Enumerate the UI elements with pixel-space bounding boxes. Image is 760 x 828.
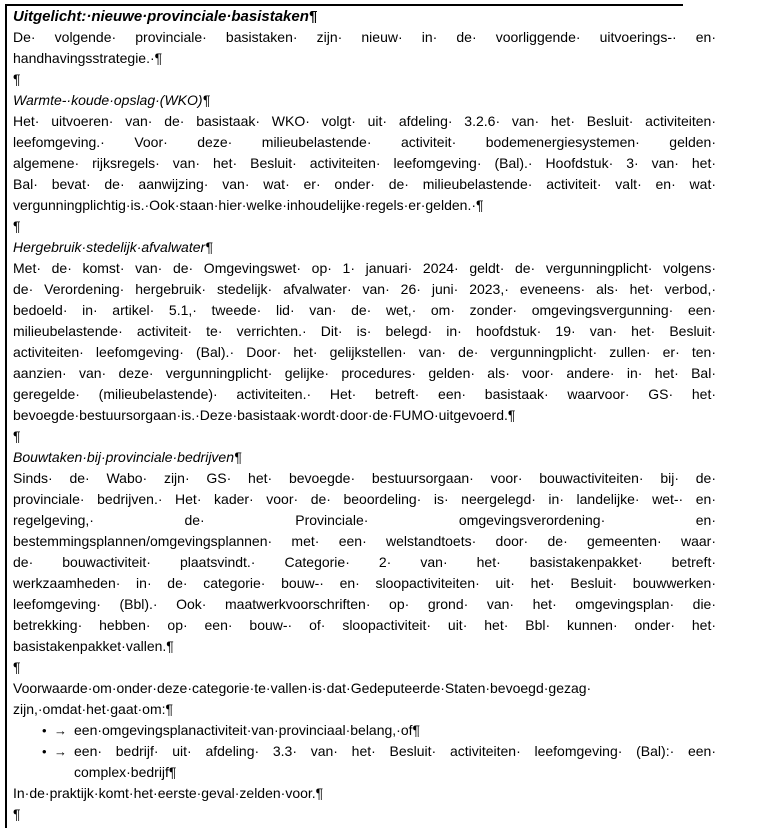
body-text-line: basistakenpakket·vallen.¶ — [13, 638, 174, 654]
body-text-line: leefomgeving· (Bbl).· Ook· maatwerkvoorschriften· op· grond· van· het· omgevingsplan· die· — [13, 596, 716, 612]
bullet-list-item — [13, 741, 716, 783]
body-text-line: Het· uitvoeren· van· de· basistaak· WKO· volgt· uit· afdeling· 3.2.6· van· het· Besluit· activiteiten· — [13, 113, 716, 129]
body-text-line: werkzaamheden· in· de· categorie· bouw-· en· sloopactiviteiten· uit· het· Besluit· bouwwerken· — [13, 575, 716, 591]
body-text-line: vergunningplichtig·is.·Ook·staan·hier·welke·inhoudelijke·regels·er·gelden.·¶ — [13, 197, 484, 213]
empty-paragraph-mark: ¶ — [13, 428, 21, 444]
bullet-text-line: een· bedrijf· uit· afdeling· 3.3· van· het· Besluit· activiteiten· leefomgeving· (Bal):· een· — [74, 743, 716, 759]
bullet-marker-icon: • — [42, 744, 47, 759]
bullet-text-line: complex·bedrijf¶ — [74, 764, 177, 780]
body-text-line: geregelde· (milieubelastende)· activiteiten.· Het· betreft· een· basistaak· waarvoor· GS· het· — [13, 386, 716, 402]
body-text-line: aanzien· van· deze· vergunningplicht· gelijke· procedures· gelden· als· voor· andere· in· het· Bal· — [13, 365, 716, 381]
bullet-text-line: een·omgevingsplanactiviteit·van·provinciaal·belang,·of¶ — [74, 722, 421, 738]
page-border-left — [5, 4, 7, 828]
empty-paragraph-mark: ¶ — [13, 218, 21, 234]
body-text-line: zijn,·omdat·het·gaat·om:¶ — [13, 701, 174, 717]
body-text-line: de· bouwactiviteit· plaatsvindt.· Categorie· 2· van· het· basistakenpakket· betreft· — [13, 554, 716, 570]
body-text-line: leefomgeving.· Voor· deze· milieubelastende· activiteit· bodemenergiesystemen· gelden· — [13, 134, 716, 150]
body-text-line: de· Verordening· hergebruik· stedelijk· afvalwater· van· 26· juni· 2023,· eveneens· als· het· verbod,· — [13, 281, 716, 297]
empty-paragraph-mark: ¶ — [13, 659, 21, 675]
body-text-line: betrekking· hebben· op· een· bouw-· of· sloopactiviteit· uit· het· Bbl· kunnen· onder· het· — [13, 617, 716, 633]
body-text-line: De· volgende· provinciale· basistaken· zijn· nieuw· in· de· voorliggende· uitvoerings-· en· — [13, 29, 716, 45]
body-text-line: Bal· bevat· de· aanwijzing· van· wat· er· onder· de· milieubelastende· activiteit· valt· en· wat· — [13, 176, 716, 192]
tab-arrow-icon: → — [54, 723, 67, 738]
bullet-marker-icon: • — [42, 723, 47, 738]
body-text-line: handhavingsstrategie.·¶ — [13, 50, 163, 66]
body-text-line: regelgeving,· de· Provinciale· omgevingsverordening· en· — [13, 512, 716, 528]
bullet-list-item — [13, 720, 716, 741]
body-text-line: bestemmingsplannen/omgevingsplannen· met· een· welstandtoets· door· de· gemeenten· waar· — [13, 533, 716, 549]
body-text-line: algemene· rijksregels· van· het· Besluit· activiteiten· leefomgeving· (Bal).· Hoofdstuk· 3· van· het· — [13, 155, 716, 171]
tab-arrow-icon: → — [54, 744, 67, 759]
body-text-line: In·de·praktijk·komt·het·eerste·geval·zelden·voor.¶ — [13, 785, 324, 801]
body-text-line: activiteiten· leefomgeving· (Bal).· Door· het· gelijkstellen· van· de· vergunningplicht· zullen· er· ten· — [13, 344, 716, 360]
body-text-line: Sinds· de· Wabo· zijn· GS· het· bevoegde· bestuursorgaan· voor· bouwactiviteiten· bij· de· — [13, 470, 716, 486]
body-text-line: bedoeld· in· artikel· 5.1,· tweede· lid· van· de· wet,· om· zonder· omgevingsvergunning· een· — [13, 302, 716, 318]
body-text-line: Met· de· komst· van· de· Omgevingswet· op· 1· januari· 2024· geldt· de· vergunningplicht· volgens· — [13, 260, 716, 276]
body-text-line: provinciale· bedrijven.· Het· kader· voor· de· beoordeling· is· neergelegd· in· landelijke· wet-· en· — [13, 491, 716, 507]
section-heading-line: Hergebruik·stedelijk·afvalwater¶ — [13, 239, 213, 255]
body-text-line: Voorwaarde·om·onder·deze·categorie·te·vallen·is·dat·Gedeputeerde·Staten·bevoegd·gezag· — [13, 680, 592, 696]
body-text-line: milieubelastende· activiteit· te· verrichten.· Dit· is· belegd· in· hoofdstuk· 19· van· het· Besluit· — [13, 323, 716, 339]
section-heading-line: Bouwtaken·bij·provinciale·bedrijven¶ — [13, 449, 242, 465]
section-heading-line: Warmte-·koude·opslag·(WKO)¶ — [13, 92, 211, 108]
document-content — [13, 6, 716, 825]
document-title-line: Uitgelicht:·nieuwe·provinciale·basistaken¶ — [13, 8, 318, 25]
empty-paragraph-mark: ¶ — [13, 71, 21, 87]
empty-paragraph-mark: ¶ — [13, 806, 21, 822]
body-text-line: bevoegde·bestuursorgaan·is.·Deze·basistaak·wordt·door·de·FUMO·uitgevoerd.¶ — [13, 407, 516, 423]
